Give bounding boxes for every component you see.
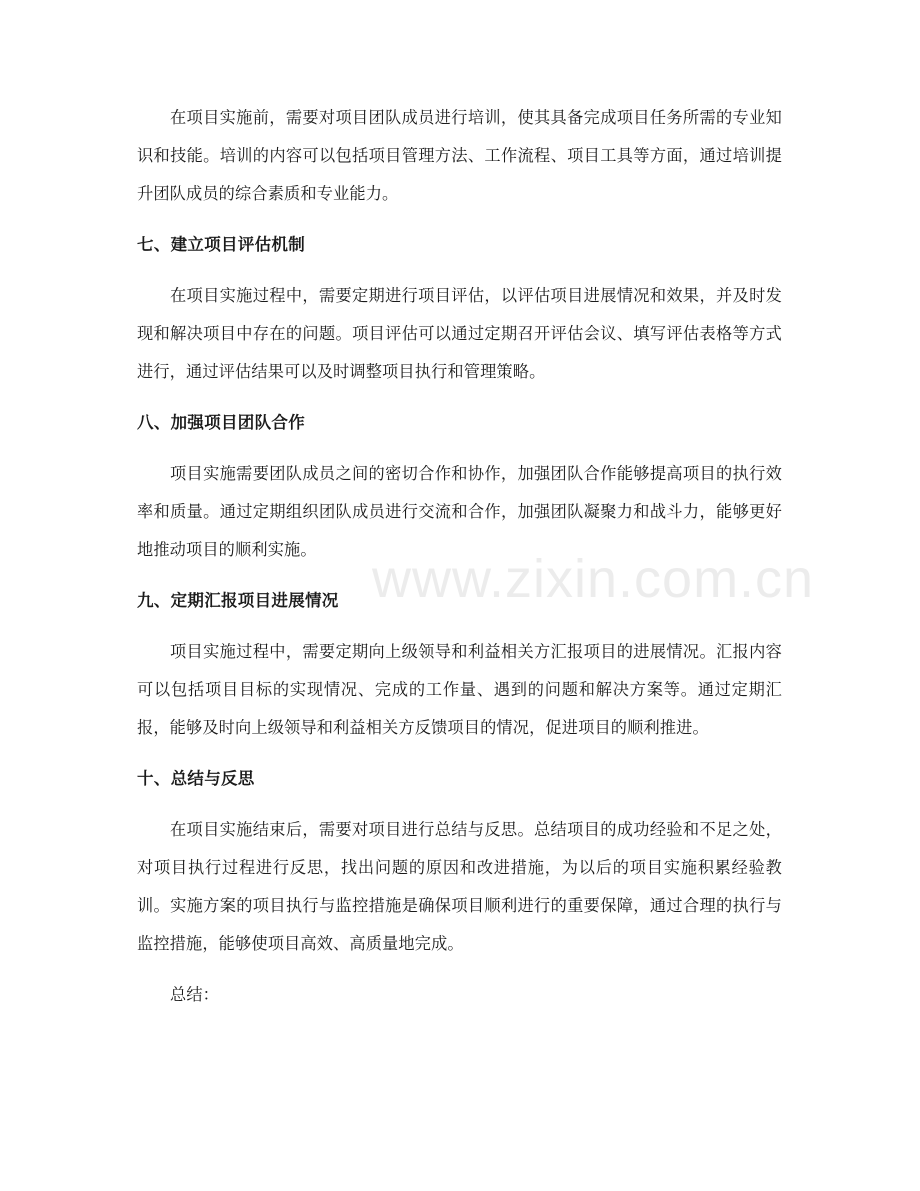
heading-progress-report: 九、定期汇报项目进展情况	[137, 591, 339, 610]
document-body	[137, 99, 782, 1014]
paragraph-report: 项目实施过程中，需要定期向上级领导和利益相关方汇报项目的进展情况。汇报内容可以包括项目目标的实现情况、完成的工作量、遇到的问题和解决方案等。通过定期汇报，能够及时向上级领导和利益相关方反馈项目的情况，促进项目的顺利推进。	[137, 642, 782, 737]
heading-evaluation-mechanism: 七、建立项目评估机制	[137, 235, 305, 254]
heading-summary-reflection: 十、总结与反思	[137, 769, 255, 788]
paragraph-reflection: 在项目实施结束后，需要对项目进行总结与反思。总结项目的成功经验和不足之处，对项目执行过程进行反思，找出问题的原因和改进措施，为以后的项目实施积累经验教训。实施方案的项目执行与监控措施是确保项目顺利进行的重要保障，通过合理的执行与监控措施，能够使项目高效、高质量地完成。	[137, 820, 782, 953]
paragraph-evaluation: 在项目实施过程中，需要定期进行项目评估，以评估项目进展情况和效果，并及时发现和解决项目中存在的问题。项目评估可以通过定期召开评估会议、填写评估表格等方式进行，通过评估结果可以及时调整项目执行和管理策略。	[137, 286, 782, 381]
paragraph-summary-label: 总结：	[170, 985, 220, 1004]
watermark: www.zixin.com.cn	[372, 549, 815, 609]
paragraph-cooperation: 项目实施需要团队成员之间的密切合作和协作，加强团队合作能够提高项目的执行效率和质量。通过定期组织团队成员进行交流和合作，加强团队凝聚力和战斗力，能够更好地推动项目的顺利实施。	[137, 464, 782, 559]
heading-team-cooperation: 八、加强项目团队合作	[137, 413, 305, 432]
paragraph-training: 在项目实施前，需要对项目团队成员进行培训，使其具备完成项目任务所需的专业知识和技能。培训的内容可以包括项目管理方法、工作流程、项目工具等方面，通过培训提升团队成员的综合素质和专业能力。	[137, 108, 782, 203]
